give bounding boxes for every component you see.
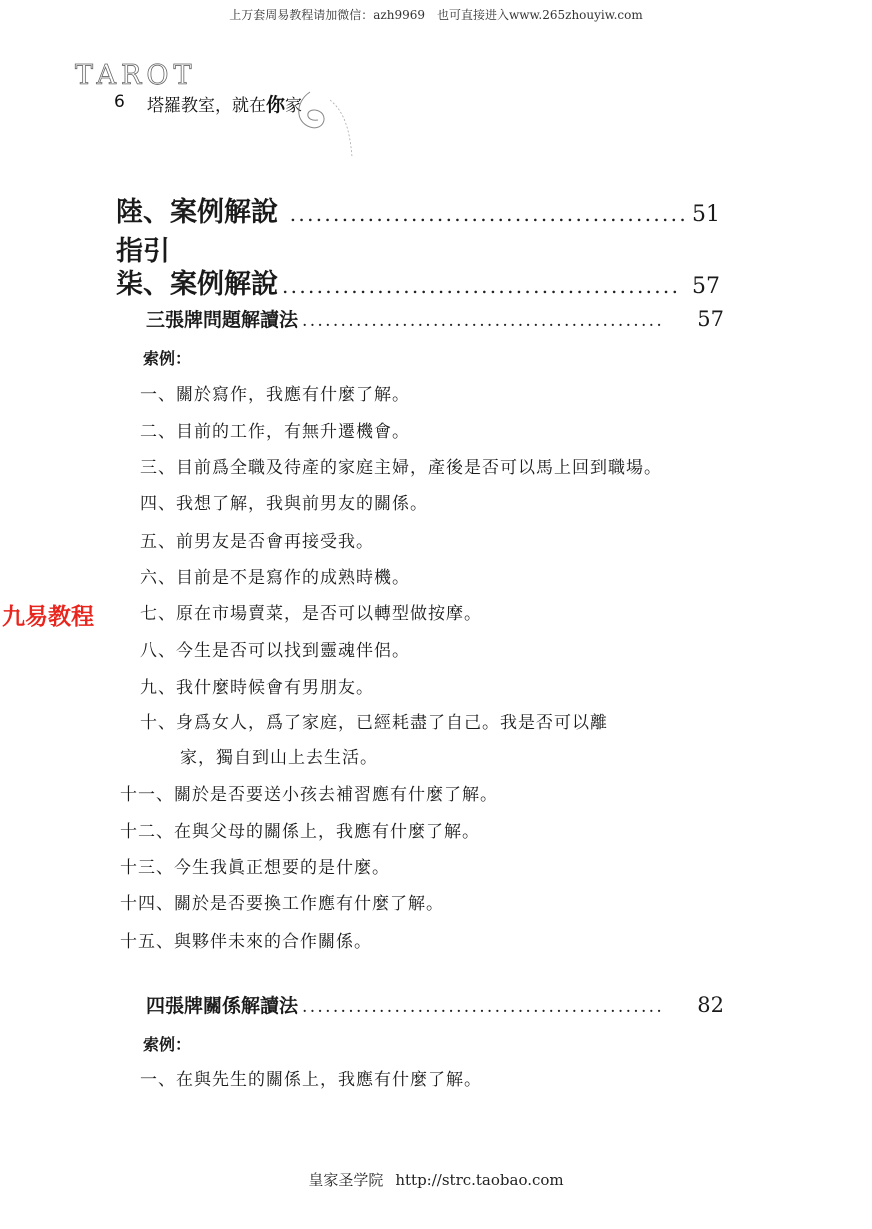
top-watermark: 上万套周易教程请加微信：azh9969 也可直接进入www.265zhouyiw.com	[229, 8, 643, 22]
toc-section-7[interactable]	[116, 262, 720, 301]
case-item: 十四、關於是否要換工作應有什麼了解。	[120, 894, 444, 914]
case-item: 十、身爲女人，爲了家庭，已經耗盡了自己。我是否可以離	[140, 713, 608, 733]
toc-leader-dots: ..............................................	[289, 202, 688, 226]
toc-section-7-page: 57	[692, 274, 720, 299]
toc-section-6-page: 51	[692, 202, 720, 227]
case-item: 三、目前爲全職及待產的家庭主婦，產後是否可以馬上回到職場。	[140, 458, 662, 478]
case-item: 五、前男友是否會再接受我。	[140, 532, 374, 552]
book-title	[147, 90, 302, 117]
book-title-prefix: 塔羅教室，就在	[147, 96, 266, 116]
case-examples-label: 索例：	[143, 1035, 192, 1054]
side-watermark: 九易教程	[2, 604, 94, 630]
toc-leader-dots: ..............................................	[282, 274, 681, 298]
case-item: 一、關於寫作，我應有什麼了解。	[140, 385, 410, 405]
case-item: 二、目前的工作，有無升遷機會。	[140, 422, 410, 442]
toc-section-6[interactable]	[116, 190, 720, 268]
tarot-logo: TAROT	[75, 60, 197, 91]
case-item-continuation: 家，獨自到山上去生活。	[180, 748, 378, 768]
running-head	[75, 60, 375, 170]
case-item: 六、目前是不是寫作的成熟時機。	[140, 568, 410, 588]
case-item: 十二、在與父母的關係上，我應有什麼了解。	[120, 822, 480, 842]
toc-subsection-four-card[interactable]	[146, 991, 724, 1018]
case-item: 十一、關於是否要送小孩去補習應有什麼了解。	[120, 785, 498, 805]
footer-name: 皇家圣学院	[308, 1171, 384, 1189]
toc-section-6-title: 陸、案例解說指引	[116, 197, 278, 267]
case-item: 十五、與夥伴未來的合作關係。	[120, 932, 372, 952]
case-examples-label: 索例：	[143, 349, 192, 368]
case-item: 一、在與先生的關係上，我應有什麼了解。	[140, 1070, 482, 1090]
swirl-ornament-icon	[290, 82, 360, 162]
case-item: 七、原在市場賣菜，是否可以轉型做按摩。	[140, 604, 482, 624]
case-item: 八、今生是否可以找到靈魂伴侶。	[140, 641, 410, 661]
case-item: 四、我想了解，我與前男友的關係。	[140, 494, 428, 514]
footer	[0, 1169, 872, 1190]
case-item: 九、我什麼時候會有男朋友。	[140, 678, 374, 698]
toc-subsection-three-card[interactable]	[146, 305, 724, 332]
book-title-suffix: 家	[285, 96, 303, 116]
toc-leader-dots: ...............................................	[302, 311, 665, 331]
toc-leader-dots: ...............................................	[302, 997, 665, 1017]
page-number: 6	[114, 92, 125, 112]
toc-subsection-three-card-title: 三張牌問題解讀法	[146, 309, 299, 331]
toc-subsection-four-card-title: 四張牌關係解讀法	[146, 995, 299, 1017]
toc-subsection-three-card-page: 57	[697, 307, 724, 331]
footer-url[interactable]: http://strc.taobao.com	[395, 1171, 564, 1189]
toc-section-7-title: 柒、案例解說	[116, 269, 278, 300]
book-title-emphasis: 你	[266, 94, 286, 116]
toc-subsection-four-card-page: 82	[697, 993, 724, 1017]
case-item: 十三、今生我眞正想要的是什麼。	[120, 858, 390, 878]
